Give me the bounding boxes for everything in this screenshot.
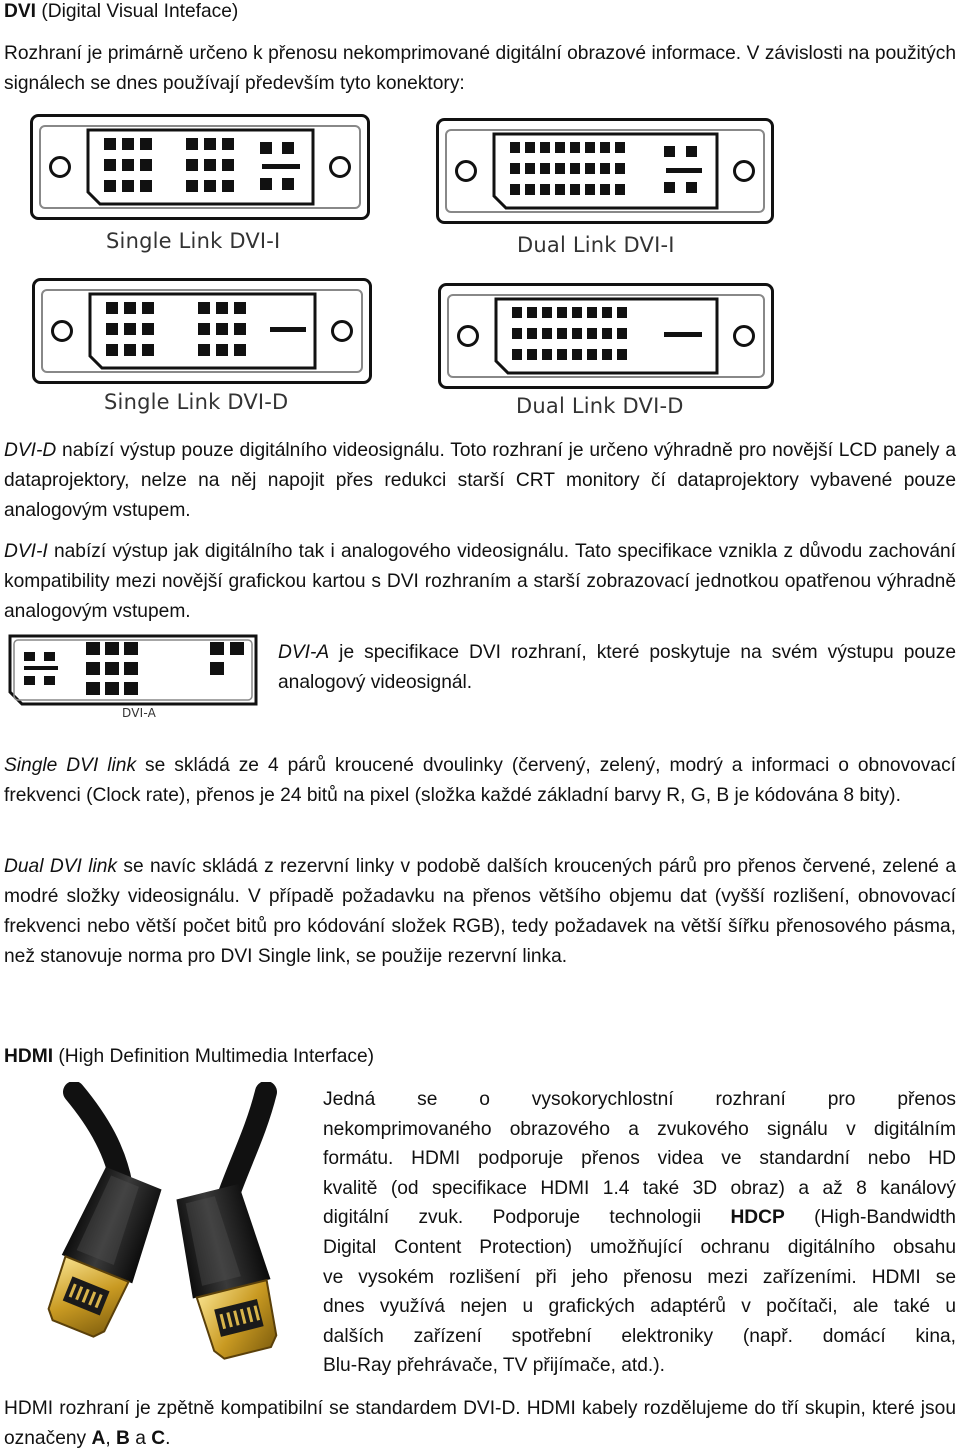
hdmi-cables-image: [4, 1082, 304, 1382]
hdmi-heading: [4, 1042, 956, 1072]
hdmi-line: [323, 1203, 956, 1233]
dvi-d-term: DVI-D: [4, 440, 57, 461]
hdmi-line: Jedná se o vysokorychlostní rozhraní pro přenos: [323, 1089, 956, 1110]
hdmi-line-text: digitální zvuk. Podporuje technologii: [323, 1207, 731, 1229]
dvi-heading: [4, 0, 956, 27]
single-link-dvi-d-connector-image: [32, 278, 372, 384]
dvi-a-label: DVI-A: [122, 706, 157, 720]
hdmi-line: Digital Content Protection) umožňující ochranu digitálního obsahu: [323, 1236, 956, 1258]
hdmi-line: dnes využívá nejen u grafických adaptérů v počítači, ale také u: [323, 1296, 956, 1318]
dual-link-dvi-d-label: Dual Link DVI-D: [516, 394, 684, 418]
separator: ,: [105, 1428, 116, 1449]
hdmi-heading-rest: (High Definition Multimedia Interface): [53, 1046, 375, 1067]
hdmi-compat-paragraph: [4, 1394, 956, 1454]
dvi-intro: Rozhraní je primárně určeno k přenosu nekomprimované digitální obrazové informace. V závislosti na použitých signálech se dnes používají především tyto konektory:: [4, 43, 956, 94]
single-dvi-link-paragraph: [4, 751, 956, 811]
single-dvi-link-text: se skládá ze 4 párů kroucené dvoulinky (červený, zelený, modrý a informaci o obnovovací frekvenci (Clock rate), přenos je 24 bitů na pixel (složka každé základní barvy R, G, B je kódována 8 bity).: [4, 755, 956, 806]
hdmi-compat-text: HDMI rozhraní je zpětně kompatibilní se standardem DVI-D. HDMI kabely rozdělujeme do tří skupin, které jsou označeny: [4, 1398, 956, 1449]
dvi-heading-rest: (Digital Visual Inteface): [36, 1, 239, 22]
dvi-a-term: DVI-A: [278, 642, 330, 663]
dvi-d-text: nabízí výstup pouze digitálního videosignálu. Toto rozhraní je určeno výhradně pro novější LCD panely a dataprojektory, nelze na něj napojit přes redukci starší CRT monitory čí dataprojektory vybavené pouze analogovým vstupem.: [4, 440, 956, 521]
cable-type-c: C: [151, 1428, 166, 1449]
hdmi-line: ve vysokém rozlišení při jeho přenosu mezi zařízeními. HDMI se: [323, 1266, 956, 1288]
dual-link-dvi-i-connector-image: [436, 118, 774, 224]
dvi-i-paragraph: [4, 537, 956, 627]
dual-link-dvi-i-label: Dual Link DVI-I: [517, 233, 675, 257]
dual-dvi-link-paragraph: [4, 852, 956, 972]
single-dvi-link-term: Single DVI link: [4, 755, 137, 776]
cable-type-b: B: [116, 1428, 130, 1449]
dual-dvi-link-text: se navíc skládá z rezervní linky v podobě dalších kroucených párů pro přenos červené, zelené a modré složky videosignálu. V případě požadavku na přenos většího objemu dat (vyšší rozlišení, obnovovací frekvenci nebo větší počet bitů pro kódování složek RGB), tedy požadavek na větší šířku přenosového pásma, než stanovuje norma pro DVI Single link, se použije rezervní linka.: [4, 856, 956, 967]
hdmi-line: nekomprimovaného obrazového a zvukového signálu v digitálním: [323, 1118, 956, 1140]
dvi-a-text: je specifikace DVI rozhraní, které poskytuje na svém výstupu pouze analogový videosignál.: [278, 642, 956, 693]
dual-link-dvi-d-connector-image: [438, 283, 774, 389]
dual-dvi-link-term: Dual DVI link: [4, 856, 117, 877]
hdmi-line: kvalitě (od specifikace HDMI 1.4 také 3D obraz) a až 8 kanálový: [323, 1177, 956, 1199]
dvi-i-term: DVI-I: [4, 541, 48, 562]
hdmi-description: [323, 1085, 956, 1381]
dvi-d-paragraph: [4, 436, 956, 526]
hdmi-line: formátu. HDMI podporuje přenos videa ve standardní nebo HD: [323, 1148, 956, 1170]
single-link-dvi-i-label: Single Link DVI-I: [106, 229, 281, 253]
hdmi-line: Blu-Ray přehrávače, TV přijímače, atd.).: [323, 1355, 665, 1377]
single-link-dvi-d-label: Single Link DVI-D: [104, 390, 289, 414]
hdmi-line-text: (High-Bandwidth: [784, 1207, 956, 1229]
single-link-dvi-i-connector-image: [30, 114, 370, 220]
dvi-i-text: nabízí výstup jak digitálního tak i analogového videosignálu. Tato specifikace vznikla z důvodu zachování kompatibility mezi novější grafickou kartou s DVI rozhraním a starší zobrazovací jednotkou opatřenou výhradně analogovým vstupem.: [4, 541, 956, 622]
dvi-heading-bold: DVI: [4, 1, 36, 22]
cable-type-a: A: [91, 1428, 106, 1449]
hdmi-line: dalších zařízení spotřební elektroniky (např. domácí kina,: [323, 1325, 956, 1347]
hdcp-term: HDCP: [730, 1207, 785, 1229]
dvi-a-paragraph: [278, 638, 956, 698]
separator: a: [129, 1428, 152, 1449]
period: .: [165, 1428, 171, 1449]
hdmi-heading-bold: HDMI: [4, 1046, 54, 1067]
